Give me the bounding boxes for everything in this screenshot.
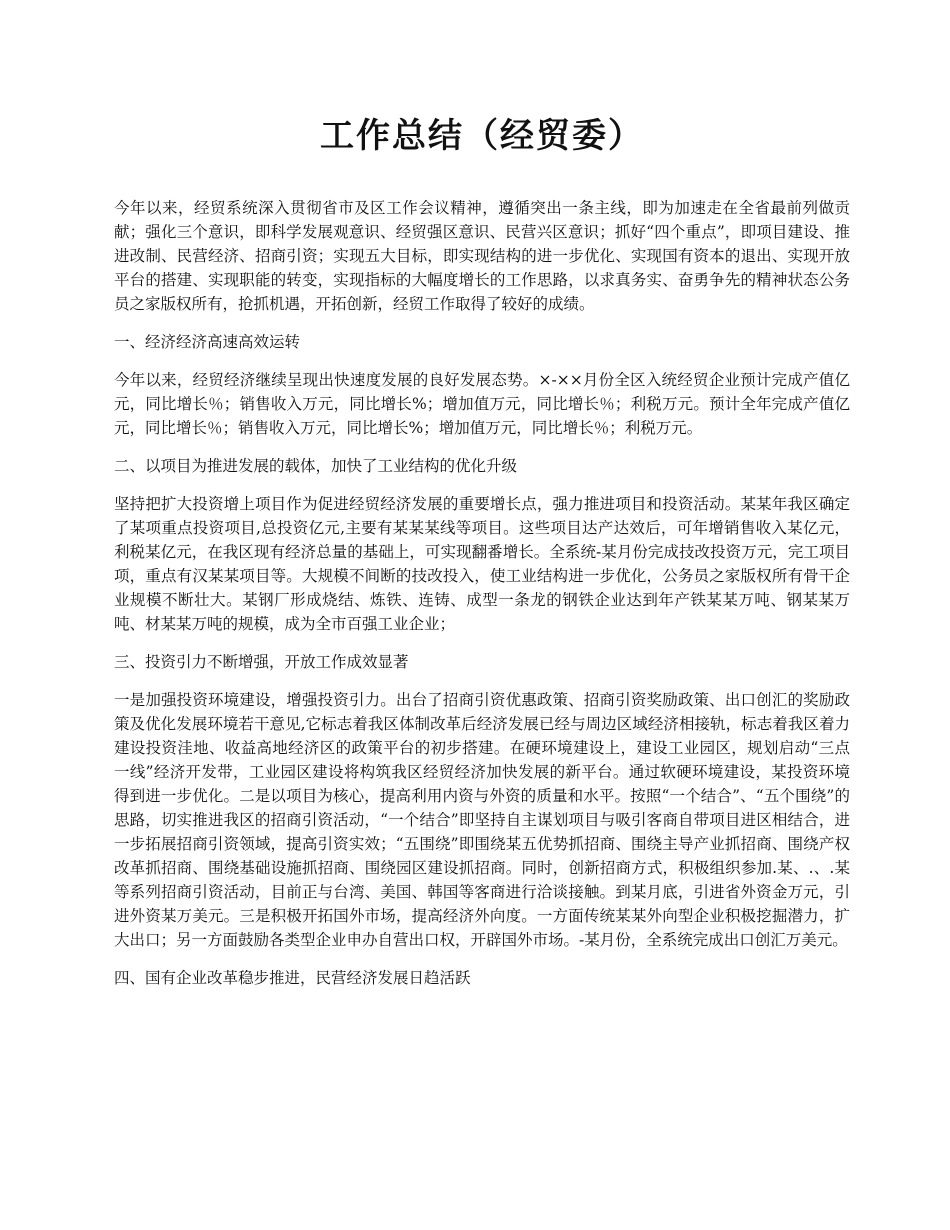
section-1-paragraph: 今年以来，经贸经济继续呈现出快速度发展的良好发展态势。×-××月份全区入统经贸企业预计完成产值亿元，同比增长％；销售收入万元，同比增长%；增加值万元，同比增长％；利税万元。预计全年完成产值亿元，同比增长％；销售收入万元，同比增长%；增加值万元，同比增长％；利税万元。 [114, 371, 850, 437]
section-3-heading: 三、投资引力不断增强，开放工作成效显著 [114, 653, 409, 671]
section-3-paragraph: 一是加强投资环境建设，增强投资引力。出台了招商引资优惠政策、招商引资奖励政策、出口创汇的奖励政策及优化发展环境若干意见,它标志着我区体制改革后经济发展已经与周边区域经济相接轨，标志着我区着力建设投资洼地、收益高地经济区的政策平台的初步搭建。在硬环境建设上，建设工业园区，规划启动“三点一线”经济开发带，工业园区建设将构筑我区经贸经济加快发展的新平台。通过软硬环境建设，某投资环境得到进一步优化。二是以项目为核心，提高利用内资与外资的质量和水平。按照“一个结合”、“五个围绕”的思路，切实推进我区的招商引资活动，“一个结合”即坚持自主谋划项目与吸引客商自带项目进区相结合，进一步拓展招商引资领域，提高引资实效；“五围绕”即围绕某五优势抓招商、围绕主导产业抓招商、围绕产权改革抓招商、围绕基础设施抓招商、围绕园区建设抓招商。同时，创新招商方式，积极组织参加.某、.、.某等系列招商引资活动，目前正与台湾、美国、韩国等客商进行洽谈接触。到某月底，引进省外资金万元，引进外资某万美元。三是积极开拓国外市场，提高经济外向度。一方面传统某某外向型企业积极挖掘潜力，扩大出口；另一方面鼓励各类型企业申办自营出口权，开辟国外市场。-某月份，全系统完成出口创汇万美元。 [114, 691, 850, 949]
section-4-heading: 四、国有企业改革稳步推进，民营经济发展日趋活跃 [114, 969, 471, 987]
document-title: 工作总结（经贸委） [320, 116, 644, 156]
section-2-paragraph: 坚持把扩大投资增上项目作为促进经贸经济发展的重要增长点，强力推进项目和投资活动。某某年我区确定了某项重点投资项目,总投资亿元,主要有某某某线等项目。这些项目达产达效后，可年增销售收入某亿元，利税某亿元，在我区现有经济总量的基础上，可实现翻番增长。全系统-某月份完成技改投资万元，完工项目项，重点有汉某某项目等。大规模不间断的技改投入，使工业结构进一步优化，公务员之家版权所有骨干企业规模不断壮大。某钢厂形成烧结、炼铁、连铸、成型一条龙的钢铁企业达到年产铁某某万吨、钢某某万吨、材某某万吨的规模，成为全市百强工业企业； [114, 495, 850, 633]
section-2-heading: 二、以项目为推进发展的载体，加快了工业结构的优化升级 [114, 457, 518, 475]
intro-paragraph: 今年以来，经贸系统深入贯彻省市及区工作会议精神，遵循突出一条主线，即为加速走在全省最前列做贡献；强化三个意识，即科学发展观意识、经贸强区意识、民营兴区意识；抓好“四个重点”，即项目建设、推进改制、民营经济、招商引资；实现五大目标，即实现结构的进一步优化、实现国有资本的退出、实现开放平台的搭建、实现职能的转变，实现指标的大幅度增长的工作思路，以求真务实、奋勇争先的精神状态公务员之家版权所有，抢抓机遇，开拓创新，经贸工作取得了较好的成绩。 [114, 199, 850, 313]
section-1-heading: 一、经济经济高速高效运转 [114, 333, 301, 351]
